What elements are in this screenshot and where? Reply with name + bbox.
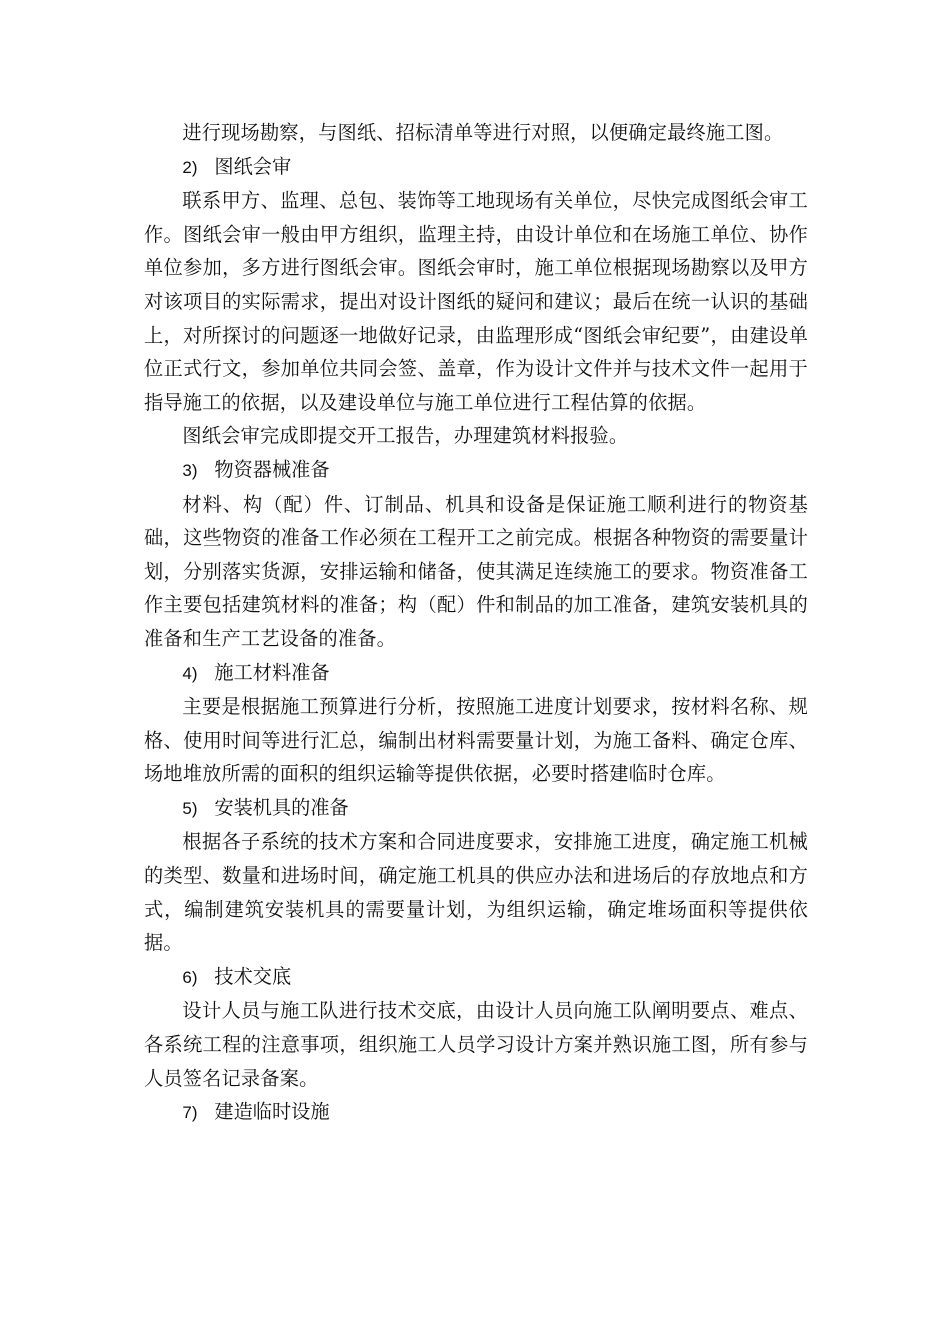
section-number: 7)	[182, 1103, 198, 1123]
section-heading-5	[144, 791, 808, 826]
paragraph-technical-briefing: 设计人员与施工队进行技术交底，由设计人员向施工队阐明要点、难点、各系统工程的注意事项，组织施工人员学习设计方案并熟识施工图，所有参与人员签名记录备案。	[144, 999, 808, 1090]
section-heading-7	[144, 1095, 808, 1130]
section-number: 5)	[182, 798, 198, 818]
section-title: 物资器械准备	[214, 457, 330, 481]
section-heading-4	[144, 656, 808, 691]
paragraph-intro: 进行现场勘察，与图纸、招标清单等进行对照，以便确定最终施工图。	[182, 121, 784, 144]
section-heading-3	[144, 453, 808, 488]
section-title: 图纸会审	[214, 154, 292, 178]
paragraph-materials-equipment: 材料、构（配）件、订制品、机具和设备是保证施工顺利进行的物资基础，这些物资的准备工作必须在工程开工之前完成。根据各种物资的需要量计划，分别落实货源，安排运输和储备，使其满足连续施工的要求。物资准备工作主要包括建筑材料的准备；构（配）件和制品的加工准备，建筑安装机具的准备和生产工艺设备的准备。	[144, 492, 808, 650]
section-heading-6	[144, 960, 808, 995]
paragraph-drawing-review-report: 图纸会审完成即提交开工报告，办理建筑材料报验。	[182, 424, 629, 448]
section-title: 施工材料准备	[214, 660, 330, 684]
section-number: 4)	[182, 663, 198, 683]
paragraph-construction-materials: 主要是根据施工预算进行分析，按照施工进度计划要求，按材料名称、规格、使用时间等进行汇总，编制出材料需要量计划，为施工备料、确定仓库、场地堆放所需的面积的组织运输等提供依据，必要时搭建临时仓库。	[144, 695, 808, 786]
section-title: 安装机具的准备	[214, 795, 349, 819]
paragraph-installation-tools: 根据各子系统的技术方案和合同进度要求，安排施工进度，确定施工机械的类型、数量和进场时间，确定施工机具的供应办法和进场后的存放地点和方式，编制建筑安装机具的需要量计划，为组织运输，确定堆场面积等提供依据。	[144, 830, 808, 955]
section-number: 6)	[182, 967, 198, 987]
section-title: 技术交底	[214, 964, 292, 988]
section-number: 2)	[182, 157, 198, 177]
paragraph-drawing-review: 联系甲方、监理、总包、装饰等工地现场有关单位，尽快完成图纸会审工作。图纸会审一般由甲方组织，监理主持，由设计单位和在场施工单位、协作单位参加，多方进行图纸会审。图纸会审时，施工单位根据现场勘察以及甲方对该项目的实际需求，提出对设计图纸的疑问和建议；最后在统一认识的基础上，对所探讨的问题逐一地做好记录，由监理形成“图纸会审纪要”，由建设单位正式行文，参加单位共同会签、盖章，作为设计文件并与技术文件一起用于指导施工的依据，以及建设单位与施工单位进行工程估算的依据。	[144, 189, 808, 414]
section-title: 建造临时设施	[214, 1100, 330, 1124]
section-heading-2	[144, 150, 808, 185]
document-body	[144, 116, 808, 1130]
section-number: 3)	[182, 460, 198, 480]
